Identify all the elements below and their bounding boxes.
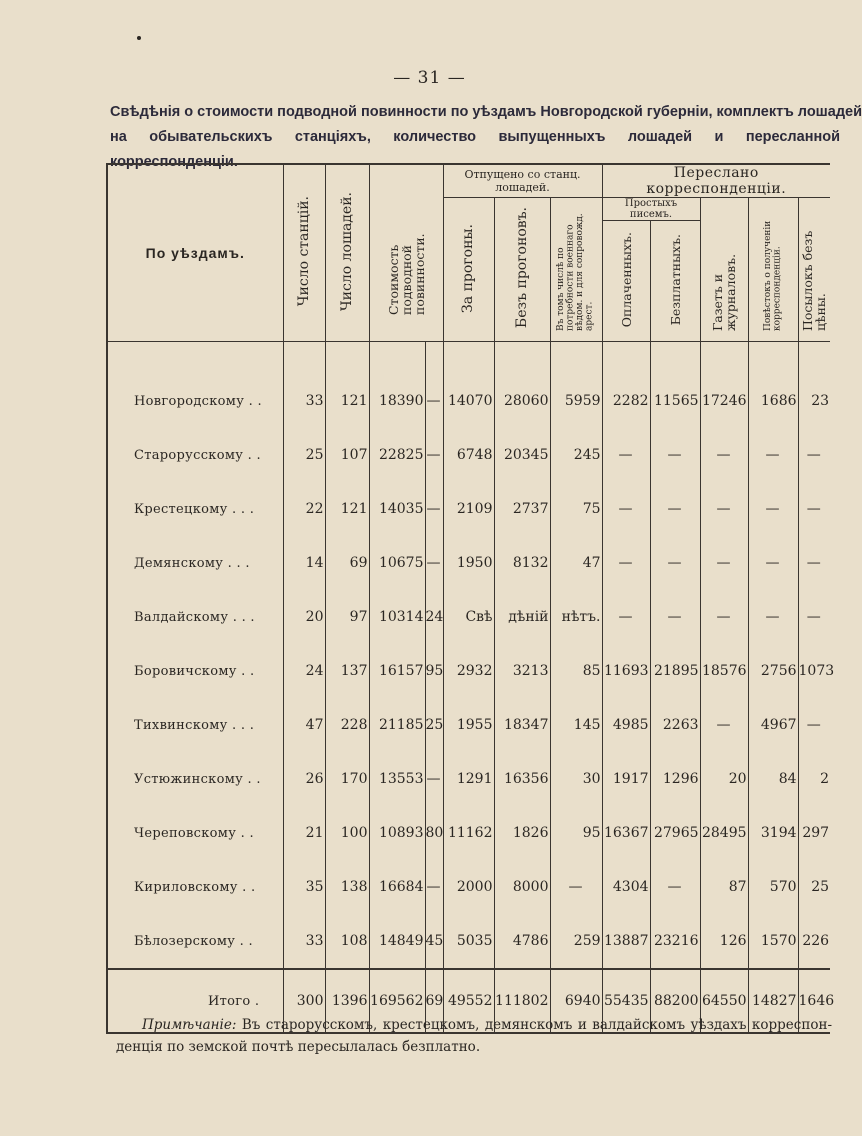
cell-cost: 10893 [369, 806, 425, 860]
region-name: Демянскому . . . [107, 536, 283, 590]
header-notices: Повѣстокъ о полученіи корреспонденціи. [748, 198, 798, 342]
cell-stations: 20 [283, 590, 325, 644]
header-stations: Число станцій. [283, 164, 325, 342]
cell-parcels: 1073 [798, 644, 830, 698]
cell-horses: 228 [325, 698, 369, 752]
cell-cost: 22825 [369, 428, 425, 482]
cell-fare: 14070 [443, 342, 494, 429]
cell-parcels: 226 [798, 914, 830, 969]
cell-paid: 16367 [602, 806, 650, 860]
cell-cost-k: 24 [425, 590, 443, 644]
cell-nofare: 28060 [494, 342, 550, 429]
cell-stations: 33 [283, 342, 325, 429]
cell-cost-k: 25 [425, 698, 443, 752]
cell-nofare: 18347 [494, 698, 550, 752]
cell-unpaid: 21895 [650, 644, 700, 698]
cell-paid: — [602, 428, 650, 482]
cell-military: 6940 [550, 969, 602, 1033]
region-name: Итого . [107, 969, 283, 1033]
region-name: Новгородскому . . [107, 342, 283, 429]
cell-stations: 26 [283, 752, 325, 806]
cell-notices: — [748, 482, 798, 536]
cell-paid: 55435 [602, 969, 650, 1033]
cell-paid: 13887 [602, 914, 650, 969]
cell-fare: 1950 [443, 536, 494, 590]
cell-military: 145 [550, 698, 602, 752]
cell-unpaid: 88200 [650, 969, 700, 1033]
table-row [107, 806, 830, 860]
cell-cost: 14849 [369, 914, 425, 969]
cell-unpaid: 1296 [650, 752, 700, 806]
cell-cost-k: — [425, 482, 443, 536]
cell-cost: 13553 [369, 752, 425, 806]
region-name: Тихвинскому . . . [107, 698, 283, 752]
cell-news: 64550 [700, 969, 748, 1033]
table-row [107, 698, 830, 752]
cell-parcels: 2 [798, 752, 830, 806]
footnote-line-1 [116, 1014, 832, 1036]
cell-notices: — [748, 428, 798, 482]
table-row [107, 536, 830, 590]
cell-nofare: 8000 [494, 860, 550, 914]
cell-notices: 1570 [748, 914, 798, 969]
header-sent-group: Переслано корреспонденціи. [602, 164, 830, 198]
cell-unpaid: — [650, 860, 700, 914]
cell-unpaid: 23216 [650, 914, 700, 969]
cell-stations: 35 [283, 860, 325, 914]
cell-fare: 11162 [443, 806, 494, 860]
cell-news: 20 [700, 752, 748, 806]
cell-unpaid: 2263 [650, 698, 700, 752]
cell-notices: — [748, 590, 798, 644]
cell-news: — [700, 536, 748, 590]
header-cost: Стоимость подводной повинности. [369, 164, 443, 342]
cell-fare: 2932 [443, 644, 494, 698]
footnote-text-1: Въ старорусскомъ, крестецкомъ, демянскомъ и валдайскомъ уѣздахъ корреспон- [241, 1017, 833, 1033]
cell-parcels: 1646 [798, 969, 830, 1033]
cell-stations: 25 [283, 428, 325, 482]
table-row [107, 590, 830, 644]
region-name: Крестецкому . . . [107, 482, 283, 536]
cell-parcels: — [798, 536, 830, 590]
cell-horses: 121 [325, 342, 369, 429]
cell-unpaid: — [650, 482, 700, 536]
ink-speck [137, 36, 141, 40]
cell-cost: 169562 [369, 969, 425, 1033]
cell-horses: 1396 [325, 969, 369, 1033]
cell-parcels: — [798, 698, 830, 752]
cell-parcels: 23 [798, 342, 830, 429]
cell-paid: — [602, 482, 650, 536]
cell-military: 30 [550, 752, 602, 806]
cell-stations: 24 [283, 644, 325, 698]
cell-cost-k: — [425, 428, 443, 482]
cell-military: 95 [550, 806, 602, 860]
cell-fare: 1955 [443, 698, 494, 752]
cell-cost-k: — [425, 860, 443, 914]
header-parcels: Посылокъ безъ цѣны. [798, 198, 830, 342]
cell-cost: 10675 [369, 536, 425, 590]
cell-notices: 84 [748, 752, 798, 806]
table-row [107, 428, 830, 482]
cell-notices: 1686 [748, 342, 798, 429]
region-name: Боровичскому . . [107, 644, 283, 698]
cell-news: 87 [700, 860, 748, 914]
cell-military: 5959 [550, 342, 602, 429]
cell-cost-k: 69 [425, 969, 443, 1033]
cell-news: — [700, 482, 748, 536]
cell-horses: 137 [325, 644, 369, 698]
region-name: Старорусскому . . [107, 428, 283, 482]
cell-horses: 69 [325, 536, 369, 590]
cell-notices: 570 [748, 860, 798, 914]
cell-paid: — [602, 590, 650, 644]
cell-nofare: 20345 [494, 428, 550, 482]
header-for-fare: За прогоны. [443, 198, 494, 342]
cell-horses: 108 [325, 914, 369, 969]
cell-news: — [700, 698, 748, 752]
cell-unpaid: 27965 [650, 806, 700, 860]
table-row [107, 342, 830, 429]
table-row [107, 752, 830, 806]
cell-news: 18576 [700, 644, 748, 698]
cell-parcels: 25 [798, 860, 830, 914]
cell-news: — [700, 428, 748, 482]
cell-stations: 14 [283, 536, 325, 590]
cell-stations: 33 [283, 914, 325, 969]
cell-news: 126 [700, 914, 748, 969]
cell-nofare: 111802 [494, 969, 550, 1033]
cell-news: 28495 [700, 806, 748, 860]
cell-paid: 4985 [602, 698, 650, 752]
cell-notices: — [748, 536, 798, 590]
cell-fare: 5035 [443, 914, 494, 969]
cell-stations: 22 [283, 482, 325, 536]
header-released-group: Отпущено со станц. лошадей. [443, 164, 602, 198]
statistics-table [106, 163, 835, 1034]
table-row [107, 914, 830, 969]
footnote-line-2: денція по земской почтѣ пересылалась безплатно. [116, 1039, 481, 1055]
header-simple-letters: Простыхъ писемъ. [602, 198, 700, 221]
cell-military: 259 [550, 914, 602, 969]
cell-military: 85 [550, 644, 602, 698]
cell-notices: 3194 [748, 806, 798, 860]
cell-military: 245 [550, 428, 602, 482]
footnote [116, 1014, 832, 1058]
cell-horses: 121 [325, 482, 369, 536]
cell-cost-k: — [425, 752, 443, 806]
cell-nofare: 4786 [494, 914, 550, 969]
cell-nofare: дѣній [494, 590, 550, 644]
cell-fare: 2000 [443, 860, 494, 914]
table-row [107, 860, 830, 914]
cell-stations: 47 [283, 698, 325, 752]
cell-unpaid: — [650, 536, 700, 590]
cell-news: 17246 [700, 342, 748, 429]
region-name: Валдайскому . . . [107, 590, 283, 644]
cell-paid: 1917 [602, 752, 650, 806]
cell-paid: — [602, 536, 650, 590]
cell-fare: 2109 [443, 482, 494, 536]
cell-unpaid: — [650, 590, 700, 644]
cell-parcels: — [798, 590, 830, 644]
cell-cost: 18390 [369, 342, 425, 429]
cell-military: 47 [550, 536, 602, 590]
cell-horses: 107 [325, 428, 369, 482]
title-line-1: Свѣдѣнія о стоимости подводной повинности по уѣздамъ Новгородской губерніи, комплектъ лошадей [110, 104, 862, 120]
cell-paid: 4304 [602, 860, 650, 914]
table-row [107, 482, 830, 536]
cell-paid: 11693 [602, 644, 650, 698]
cell-notices: 14827 [748, 969, 798, 1033]
title-line-2: на обывательскихъ станціяхъ, количество выпущенныхъ лошадей и пересланной корреспонденціи. [110, 129, 840, 170]
table-body [107, 342, 835, 1034]
cell-fare: Свѣ [443, 590, 494, 644]
cell-cost: 21185 [369, 698, 425, 752]
cell-cost-k: — [425, 342, 443, 429]
cell-fare: 6748 [443, 428, 494, 482]
cell-fare: 1291 [443, 752, 494, 806]
region-name: Кириловскому . . [107, 860, 283, 914]
footnote-label: Примѣчаніе: [142, 1017, 237, 1033]
region-name: Устюжинскому . . [107, 752, 283, 806]
cell-cost-k: 45 [425, 914, 443, 969]
cell-unpaid: 11565 [650, 342, 700, 429]
cell-nofare: 2737 [494, 482, 550, 536]
cell-cost-k: 95 [425, 644, 443, 698]
cell-nofare: 1826 [494, 806, 550, 860]
cell-cost: 16684 [369, 860, 425, 914]
header-unpaid: Безплатныхъ. [650, 221, 700, 342]
header-newspapers: Газетъ и журналовъ. [700, 198, 748, 342]
cell-parcels: — [798, 482, 830, 536]
cell-notices: 4967 [748, 698, 798, 752]
cell-horses: 100 [325, 806, 369, 860]
cell-parcels: 297 [798, 806, 830, 860]
cell-nofare: 8132 [494, 536, 550, 590]
cell-horses: 170 [325, 752, 369, 806]
cell-stations: 300 [283, 969, 325, 1033]
cell-cost-k: — [425, 536, 443, 590]
region-name: Череповскому . . [107, 806, 283, 860]
cell-cost: 10314 [369, 590, 425, 644]
cell-horses: 97 [325, 590, 369, 644]
cell-notices: 2756 [748, 644, 798, 698]
header-paid: Оплаченныхъ. [602, 221, 650, 342]
cell-military: — [550, 860, 602, 914]
page-number: — 31 — [393, 68, 466, 88]
header-of-which: Въ томъ числѣ по потребности военнаго вѣдом. и для сопровожд. арест. [550, 198, 602, 342]
table-row [107, 644, 830, 698]
cell-horses: 138 [325, 860, 369, 914]
header-without-fare: Безъ прогоновъ. [494, 198, 550, 342]
region-name: Бѣлозерскому . . [107, 914, 283, 969]
header-horses: Число лошадей. [325, 164, 369, 342]
cell-unpaid: — [650, 428, 700, 482]
cell-cost: 14035 [369, 482, 425, 536]
cell-paid: 2282 [602, 342, 650, 429]
cell-nofare: 3213 [494, 644, 550, 698]
cell-military: нѣтъ. [550, 590, 602, 644]
cell-military: 75 [550, 482, 602, 536]
cell-cost-k: 80 [425, 806, 443, 860]
cell-nofare: 16356 [494, 752, 550, 806]
cell-stations: 21 [283, 806, 325, 860]
cell-fare: 49552 [443, 969, 494, 1033]
header-region: По уѣздамъ. [107, 164, 283, 342]
cell-news: — [700, 590, 748, 644]
cell-parcels: — [798, 428, 830, 482]
cell-cost: 16157 [369, 644, 425, 698]
